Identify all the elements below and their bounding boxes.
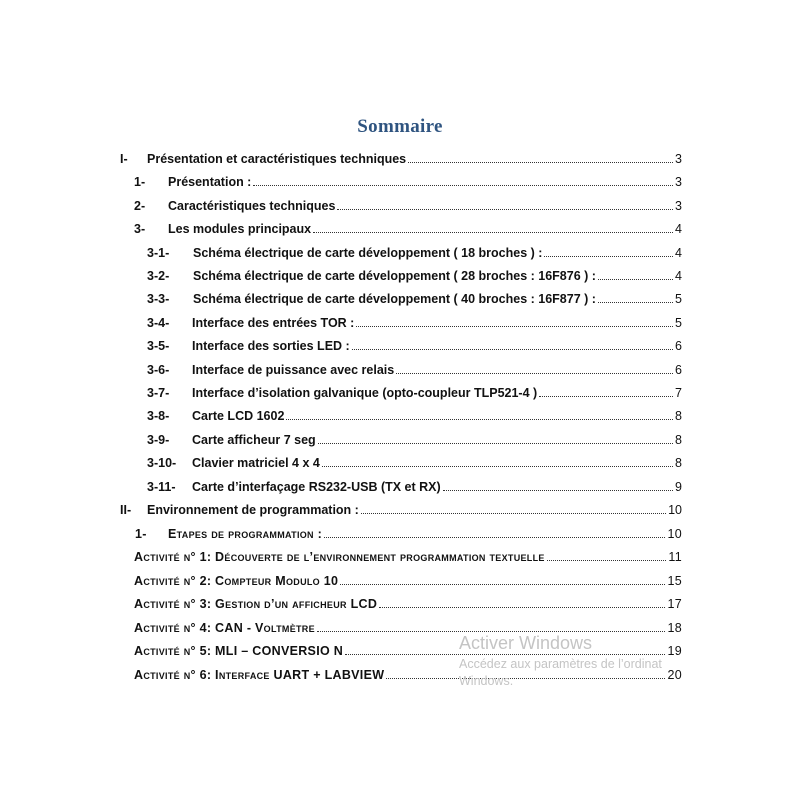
toc-entry-page: 10 (667, 527, 682, 541)
toc-entry-number: 2- (134, 199, 146, 213)
toc-entry-page: 17 (667, 597, 682, 611)
toc-entry-number: II- (120, 503, 132, 517)
toc-entry[interactable] (147, 432, 682, 448)
toc-entry-text: Carte LCD 1602 (192, 409, 285, 423)
toc-entry[interactable] (134, 596, 682, 612)
toc-leader (286, 418, 673, 420)
toc-entry-number: 1- (135, 527, 147, 541)
toc-entry[interactable] (147, 338, 682, 354)
toc-entry-text: Interface de puissance avec relais (192, 363, 395, 377)
toc-entry-text: Interface d’isolation galvanique (opto-coupleur TLP521-4 ) (192, 386, 538, 400)
toc-entry-text: Schéma électrique de carte développement ( 18 broches ) : (193, 246, 543, 260)
toc-entry-page: 10 (668, 503, 682, 517)
toc-entry[interactable] (134, 573, 682, 589)
toc-entry-page: 15 (667, 574, 682, 588)
toc-entry-text: Etapes de programmation : (168, 527, 323, 541)
toc-entry[interactable] (147, 385, 682, 401)
watermark-title: Activer Windows (459, 633, 593, 653)
toc-entry[interactable] (120, 502, 682, 518)
toc-entry-text: Les modules principaux (168, 222, 312, 236)
toc-entry-text: Activité n° 4: CAN - Voltmètre (134, 621, 315, 635)
watermark-line-1: Accédez aux paramètres de l’ordinat (459, 657, 662, 671)
toc-entry[interactable] (147, 268, 682, 284)
toc-entry-number: 3- (134, 222, 146, 236)
toc-entry-number: 3-10- (147, 456, 177, 470)
toc-leader (324, 536, 665, 538)
toc-entry-page: 4 (675, 269, 682, 283)
toc-entry-number: 3-6- (147, 363, 170, 377)
toc-entry[interactable] (134, 198, 682, 214)
toc-entry[interactable] (147, 315, 682, 331)
toc-entry-text: Présentation et caractéristiques techniques (147, 152, 407, 166)
toc-leader (598, 301, 673, 303)
toc-entry-page: 20 (667, 668, 682, 682)
toc-entry-page: 3 (675, 175, 682, 189)
toc-entry-number: 3-3- (147, 292, 170, 306)
toc-entry-page: 8 (675, 409, 682, 423)
toc-entry-text: Interface des entrées TOR : (192, 316, 355, 330)
toc-entry[interactable] (134, 549, 682, 565)
toc-entry-text: Activité n° 3: Gestion d’un afficheur LCD (134, 597, 378, 611)
toc-entry-text: Carte d’interfaçage RS232-USB (TX et RX) (192, 480, 441, 494)
toc-entry-page: 6 (675, 339, 682, 353)
toc-entry[interactable] (134, 221, 682, 237)
toc-entry-page: 11 (668, 550, 682, 564)
toc-entry[interactable] (147, 455, 682, 471)
toc-leader (352, 348, 673, 350)
toc-leader (539, 395, 673, 397)
toc-entry-page: 5 (675, 292, 682, 306)
toc-entry-page: 3 (675, 152, 682, 166)
toc-entry-number: 3-1- (147, 246, 170, 260)
toc-leader (396, 372, 673, 374)
toc-entry-page: 19 (667, 644, 682, 658)
page-title: Sommaire (357, 116, 443, 137)
toc-leader (408, 161, 673, 163)
toc-entry-number: 3-4- (147, 316, 170, 330)
toc-entry[interactable] (147, 291, 682, 307)
toc-entry-number: 3-2- (147, 269, 170, 283)
toc-entry-text: Activité n° 1: Découverte de l’environnement programmation textuelle (134, 550, 545, 564)
toc-entry[interactable] (135, 526, 682, 542)
toc-entry-text: Activité n° 2: Compteur Modulo 10 (134, 574, 339, 588)
toc-entry-page: 8 (675, 433, 682, 447)
toc-entry-page: 7 (675, 386, 682, 400)
toc-entry-text: Activité n° 6: Interface UART + LABVIEW (134, 668, 385, 682)
toc-entry-text: Activité n° 5: MLI – CONVERSIO N (134, 644, 344, 658)
toc-entry[interactable] (147, 479, 682, 495)
toc-entry-page: 18 (667, 621, 682, 635)
toc-leader (379, 606, 665, 608)
toc-entry-page: 4 (675, 222, 682, 236)
toc-leader (598, 278, 673, 280)
toc-leader (547, 559, 667, 561)
toc-leader (313, 231, 673, 233)
toc-entry-text: Interface des sorties LED : (192, 339, 350, 353)
toc-entry-text: Carte afficheur 7 seg (192, 433, 316, 447)
toc-entry-page: 5 (675, 316, 682, 330)
toc-entry[interactable] (147, 362, 682, 378)
toc-entry-number: 1- (134, 175, 146, 189)
toc-entry-text: Clavier matriciel 4 x 4 (192, 456, 320, 470)
toc-entry-text: Caractéristiques techniques (168, 199, 336, 213)
toc-entry-number: 3-7- (147, 386, 170, 400)
toc-entry-number: 3-9- (147, 433, 170, 447)
toc-entry-number: 3-8- (147, 409, 170, 423)
toc-entry[interactable] (147, 408, 682, 424)
toc-leader (318, 442, 673, 444)
toc-entry-text: Environnement de programmation : (147, 503, 359, 517)
toc-leader (337, 208, 673, 210)
activate-windows-watermark (459, 632, 662, 688)
toc-leader (443, 489, 673, 491)
toc-entry-page: 9 (675, 480, 682, 494)
toc-entry-page: 3 (675, 199, 682, 213)
toc-entry-page: 4 (675, 246, 682, 260)
toc-entry-text: Présentation : (168, 175, 252, 189)
toc-entry[interactable] (147, 245, 682, 261)
toc-entry-number: 3-5- (147, 339, 170, 353)
toc-leader (253, 184, 673, 186)
toc-entry-text: Schéma électrique de carte développement ( 40 broches : 16F877 ) : (193, 292, 596, 306)
toc-entry[interactable] (120, 151, 682, 167)
toc-leader (356, 325, 673, 327)
toc-entry-number: 3-11- (147, 480, 176, 494)
toc-entry-page: 8 (675, 456, 682, 470)
watermark-line-2: Windows. (459, 674, 514, 688)
toc-leader (340, 583, 665, 585)
toc-entry-page: 6 (675, 363, 682, 377)
toc-entry-text: Schéma électrique de carte développement ( 28 broches : 16F876 ) : (193, 269, 596, 283)
toc-entry[interactable] (134, 174, 682, 190)
toc-leader (544, 255, 673, 257)
toc-leader (361, 512, 666, 514)
toc-leader (322, 465, 673, 467)
toc-entry-number: I- (120, 152, 128, 166)
